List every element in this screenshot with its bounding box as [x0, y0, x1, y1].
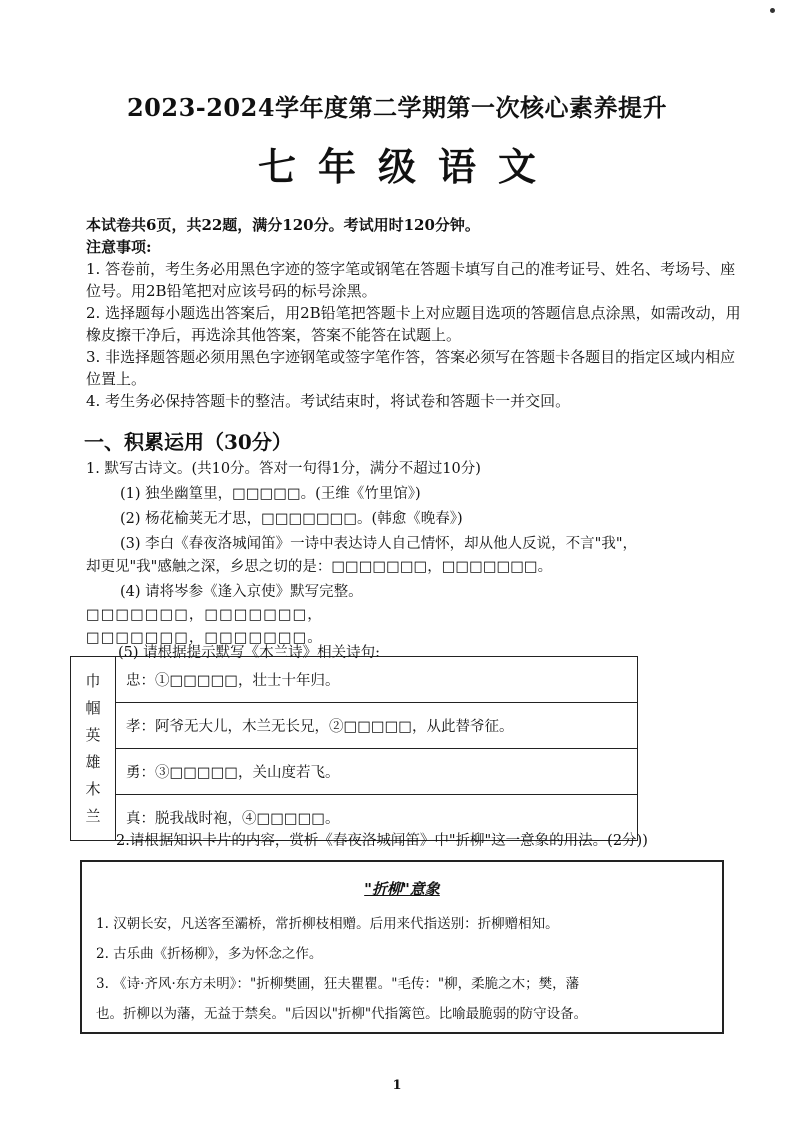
- question-1-stem: 1. 默写古诗文。(共10分。答对一句得1分，满分不超过10分): [86, 461, 481, 477]
- section-heading: 一、积累运用（30分）: [84, 430, 292, 454]
- side-char: 英: [85, 725, 101, 744]
- side-char: 巾: [85, 671, 101, 690]
- table-row: 真：脱我战时袍，④□□□□□。: [116, 795, 638, 841]
- table-side-label: [71, 657, 116, 841]
- card-line: 也。折柳以为藩，无益于禁矣。"后因以"折柳"代指篱笆。比喻最脆弱的防守设备。: [96, 1006, 588, 1022]
- side-char: 兰: [85, 806, 101, 825]
- notice-item: 2. 选择题每小题选出答案后，用2B铅笔把答题卡上对应题目选项的答题信息点涂黑，如需改动，用橡皮擦干净后，再选涂其他答案，答案不能答在试题上。: [86, 304, 741, 344]
- mulan-poem-table: [70, 656, 638, 841]
- answer-blank-line: □□□□□□□，□□□□□□□。: [86, 630, 323, 646]
- notice-heading: 注意事项:: [86, 238, 152, 256]
- question-1-part-3a: (3) 李白《春夜洛城闻笛》一诗中表达诗人自己情怀，却从他人反说，不言"我"，: [120, 536, 637, 552]
- scan-speck: [770, 8, 775, 13]
- question-1-part-3b: 却更见"我"感触之深，乡思之切的是：□□□□□□□，□□□□□□□。: [86, 559, 553, 575]
- question-1-part-4: (4) 请将岑参《逢入京使》默写完整。: [120, 584, 363, 600]
- table-row: 孝：阿爷无大儿，木兰无长兄，②□□□□□，从此替爷征。: [116, 703, 638, 749]
- notice-list: [86, 258, 746, 412]
- table-row: 忠：①□□□□□，壮士十年归。: [116, 657, 638, 703]
- answer-blank-line: □□□□□□□，□□□□□□□，: [86, 607, 323, 623]
- question-1-part-1: (1) 独坐幽篁里，□□□□□。(王维《竹里馆》): [120, 486, 421, 502]
- table-row: 勇：③□□□□□，关山度若飞。: [116, 749, 638, 795]
- card-line: 3. 《诗·齐风·东方未明》："折柳樊圃，狂夫瞿瞿。"毛传："柳，柔脆之木；樊，藩: [96, 976, 580, 992]
- notice-item: 3. 非选择题答题必须用黑色字迹钢笔或签字笔作答，答案必须写在答题卡各题目的指定区域内相应位置上。: [86, 348, 736, 388]
- notice-item: 1. 答卷前，考生务必用黑色字迹的签字笔或钢笔在答题卡填写自己的准考证号、姓名、考场号、座位号。用2B铅笔把对应该号码的标号涂黑。: [86, 260, 736, 300]
- side-char: 雄: [85, 752, 101, 771]
- card-line: 1. 汉朝长安，凡送客至灞桥，常折柳枝相赠。后用来代指送别：折柳赠相知。: [96, 916, 559, 932]
- notice-item: 4. 考生务必保持答题卡的整洁。考试结束时，将试卷和答题卡一并交回。: [86, 392, 571, 410]
- card-title: "折柳"意象: [364, 880, 440, 898]
- exam-title-subject: 七年级语文: [257, 144, 558, 189]
- exam-title-line1: 2023-2024学年度第二学期第一次核心素养提升: [126, 93, 668, 122]
- knowledge-card: [80, 860, 724, 1034]
- side-char: 帼: [85, 698, 101, 717]
- side-char: 木: [85, 779, 101, 798]
- exam-intro: 本试卷共6页，共22题，满分120分。考试用时120分钟。: [86, 216, 480, 234]
- card-line: 2. 古乐曲《折杨柳》，多为怀念之作。: [96, 946, 323, 962]
- question-1-part-5: (5) 请根据提示默写《木兰诗》相关诗句:: [118, 645, 381, 661]
- question-2-stem: 2.请根据知识卡片的内容，赏析《春夜洛城闻笛》中"折柳"这一意象的用法。(2分)): [116, 833, 648, 849]
- page-number: 1: [392, 1078, 402, 1093]
- question-1-part-2: (2) 杨花榆荚无才思，□□□□□□□。(韩愈《晚春》): [120, 511, 463, 527]
